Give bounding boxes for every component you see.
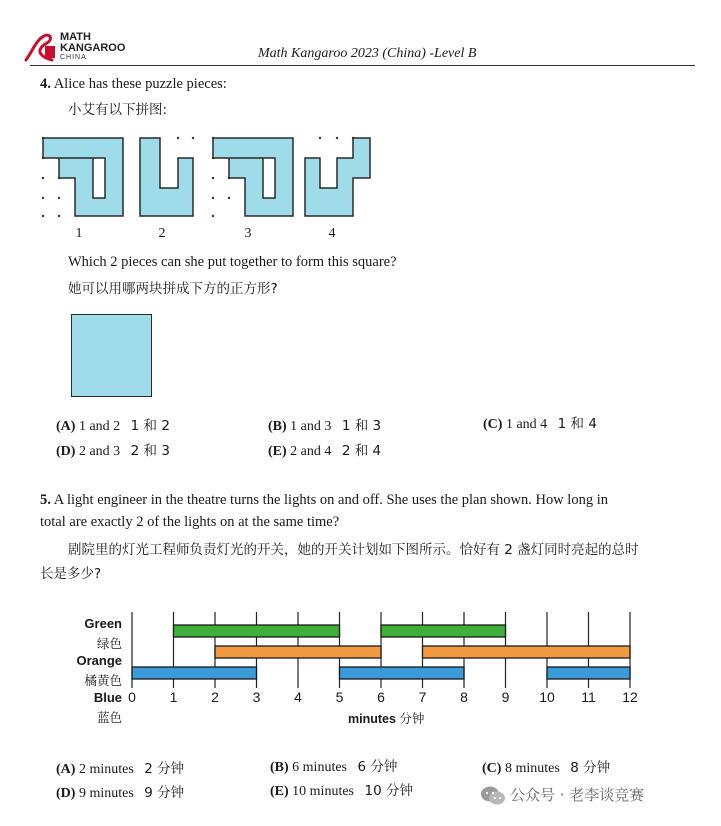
bar-orange-0 [215,646,381,658]
q5-option-b-cn: 6 分钟 [357,759,398,775]
x-axis-label-en: minutes [348,712,396,726]
tick-label-10: 10 [539,689,555,705]
q5-text-cn-2: 长是多少? [40,566,102,582]
row-label-blue-cn: 蓝色 [96,710,122,725]
logo-line-3: CHINA [60,54,87,61]
tick-label-0: 0 [128,689,136,705]
bar-blue-2 [547,667,630,679]
q4-option-e[interactable] [268,439,381,460]
q4-option-a[interactable] [56,414,170,435]
q4-option-a-key: (A) [56,419,76,434]
puzzle-piece-2 [140,138,193,216]
q4-option-c[interactable] [483,412,597,433]
q5-option-d-text: 9 minutes [78,786,134,801]
row-label-orange: Orange [76,653,122,668]
bar-blue-0 [132,667,257,679]
q4-option-b[interactable] [268,414,381,435]
q4-option-e-text: 2 and 4 [290,444,332,459]
q5-stem-en-1 [40,490,700,510]
tick-label-8: 8 [460,689,468,705]
wechat-icon [480,785,506,807]
x-axis-label-cn: 分钟 [399,711,425,726]
target-square [71,314,152,397]
logo-line-2: KANGAROO [60,42,126,54]
bar-blue-1 [340,667,465,679]
piece-label-3: 3 [244,226,252,241]
bar-green-0 [174,625,340,637]
tick-label-1: 1 [169,689,178,705]
q5-option-e-text: 10 minutes [292,784,355,799]
tick-label-2: 2 [211,689,219,705]
q5-option-a-cn: 2 分钟 [144,761,185,777]
q4-option-c-text: 1 and 4 [505,417,548,432]
tick-label-11: 11 [581,689,596,705]
piece-label-4: 4 [328,226,336,241]
watermark [480,784,644,807]
q4-option-b-cn: 1 和 3 [341,418,382,434]
logo [22,30,132,66]
q5-option-e-key: (E) [270,784,289,799]
q4-option-d[interactable] [56,439,170,460]
q5-option-e[interactable] [270,779,413,800]
bar-orange-1 [423,646,631,658]
q4-text-en: Alice has these puzzle pieces: [53,76,227,92]
watermark-text: 公众号 · 老李谈竞赛 [510,786,645,804]
q5-text-cn-1: 剧院里的灯光工程师负责灯光的开关，她的开关计划如下图所示。恰好有 2 盏灯同时亮起的总时 [68,542,639,558]
piece-label-2: 2 [158,226,166,241]
q4-option-b-key: (B) [268,419,287,434]
q5-option-d-key: (D) [56,786,76,801]
puzzle-pieces-figure [35,130,375,225]
kangaroo-logo-icon [22,30,62,64]
puzzle-piece-1 [43,138,123,216]
q5-option-c-key: (C) [482,761,502,776]
q5-number: 5. [40,492,51,508]
q4-option-d-cn: 2 和 3 [130,443,170,459]
q5-option-e-cn: 10 分钟 [364,783,413,799]
tick-label-3: 3 [252,689,261,705]
header-rule [30,65,695,66]
tick-label-7: 7 [418,689,427,705]
logo-line-1: MATH [60,31,91,43]
q4-option-e-cn: 2 和 4 [341,443,382,459]
q5-option-d[interactable] [56,781,184,802]
q5-option-c[interactable] [482,756,610,777]
q5-option-d-cn: 9 分钟 [144,785,185,801]
tick-label-4: 4 [294,689,302,705]
q4-option-c-cn: 1 和 4 [557,416,597,432]
x-axis-label [348,709,424,727]
q4-number: 4. [40,76,51,92]
row-label-green-cn: 绿色 [96,636,122,651]
q4-option-d-key: (D) [56,444,76,459]
tick-label-6: 6 [377,689,385,705]
q5-option-a[interactable] [56,757,184,778]
row-label-orange-cn: 橘黄色 [84,673,122,688]
q5-option-b-text: 6 minutes [292,760,348,775]
q4-option-a-cn: 1 和 2 [130,418,170,434]
q5-option-c-text: 8 minutes [504,761,560,776]
row-label-green: Green [84,616,122,631]
q5-option-c-cn: 8 分钟 [570,760,611,776]
row-label-blue: Blue [93,690,122,705]
tick-label-9: 9 [501,689,510,705]
q4-option-c-key: (C) [483,417,503,432]
q5-text-en-2: total are exactly 2 of the lights on at the same time? [40,514,340,530]
puzzle-piece-3 [213,138,293,216]
q5-option-b[interactable] [270,755,397,776]
piece-label-1: 1 [75,226,83,241]
q4-stem-en [40,74,227,94]
q4-question-en: Which 2 pieces can she put together to form this square? [68,254,397,270]
q4-option-b-text: 1 and 3 [290,419,332,434]
q5-option-b-key: (B) [270,760,289,775]
puzzle-piece-4 [305,138,370,216]
bar-green-1 [381,625,506,637]
q5-option-a-key: (A) [56,762,76,777]
q5-text-en-1: A light engineer in the theatre turns the lights on and off. She uses the plan shown. How long in [53,492,608,508]
tick-label-12: 12 [622,689,638,705]
q4-option-e-key: (E) [268,444,287,459]
q4-text-cn: 小艾有以下拼图: [68,102,168,118]
tick-label-5: 5 [335,689,344,705]
q4-option-a-text: 1 and 2 [78,419,121,434]
page-header-title: Math Kangaroo 2023 (China) -Level B [258,46,477,61]
q4-option-d-text: 2 and 3 [78,444,121,459]
q4-question-cn: 她可以用哪两块拼成下方的正方形? [68,281,278,297]
q5-option-a-text: 2 minutes [78,762,134,777]
